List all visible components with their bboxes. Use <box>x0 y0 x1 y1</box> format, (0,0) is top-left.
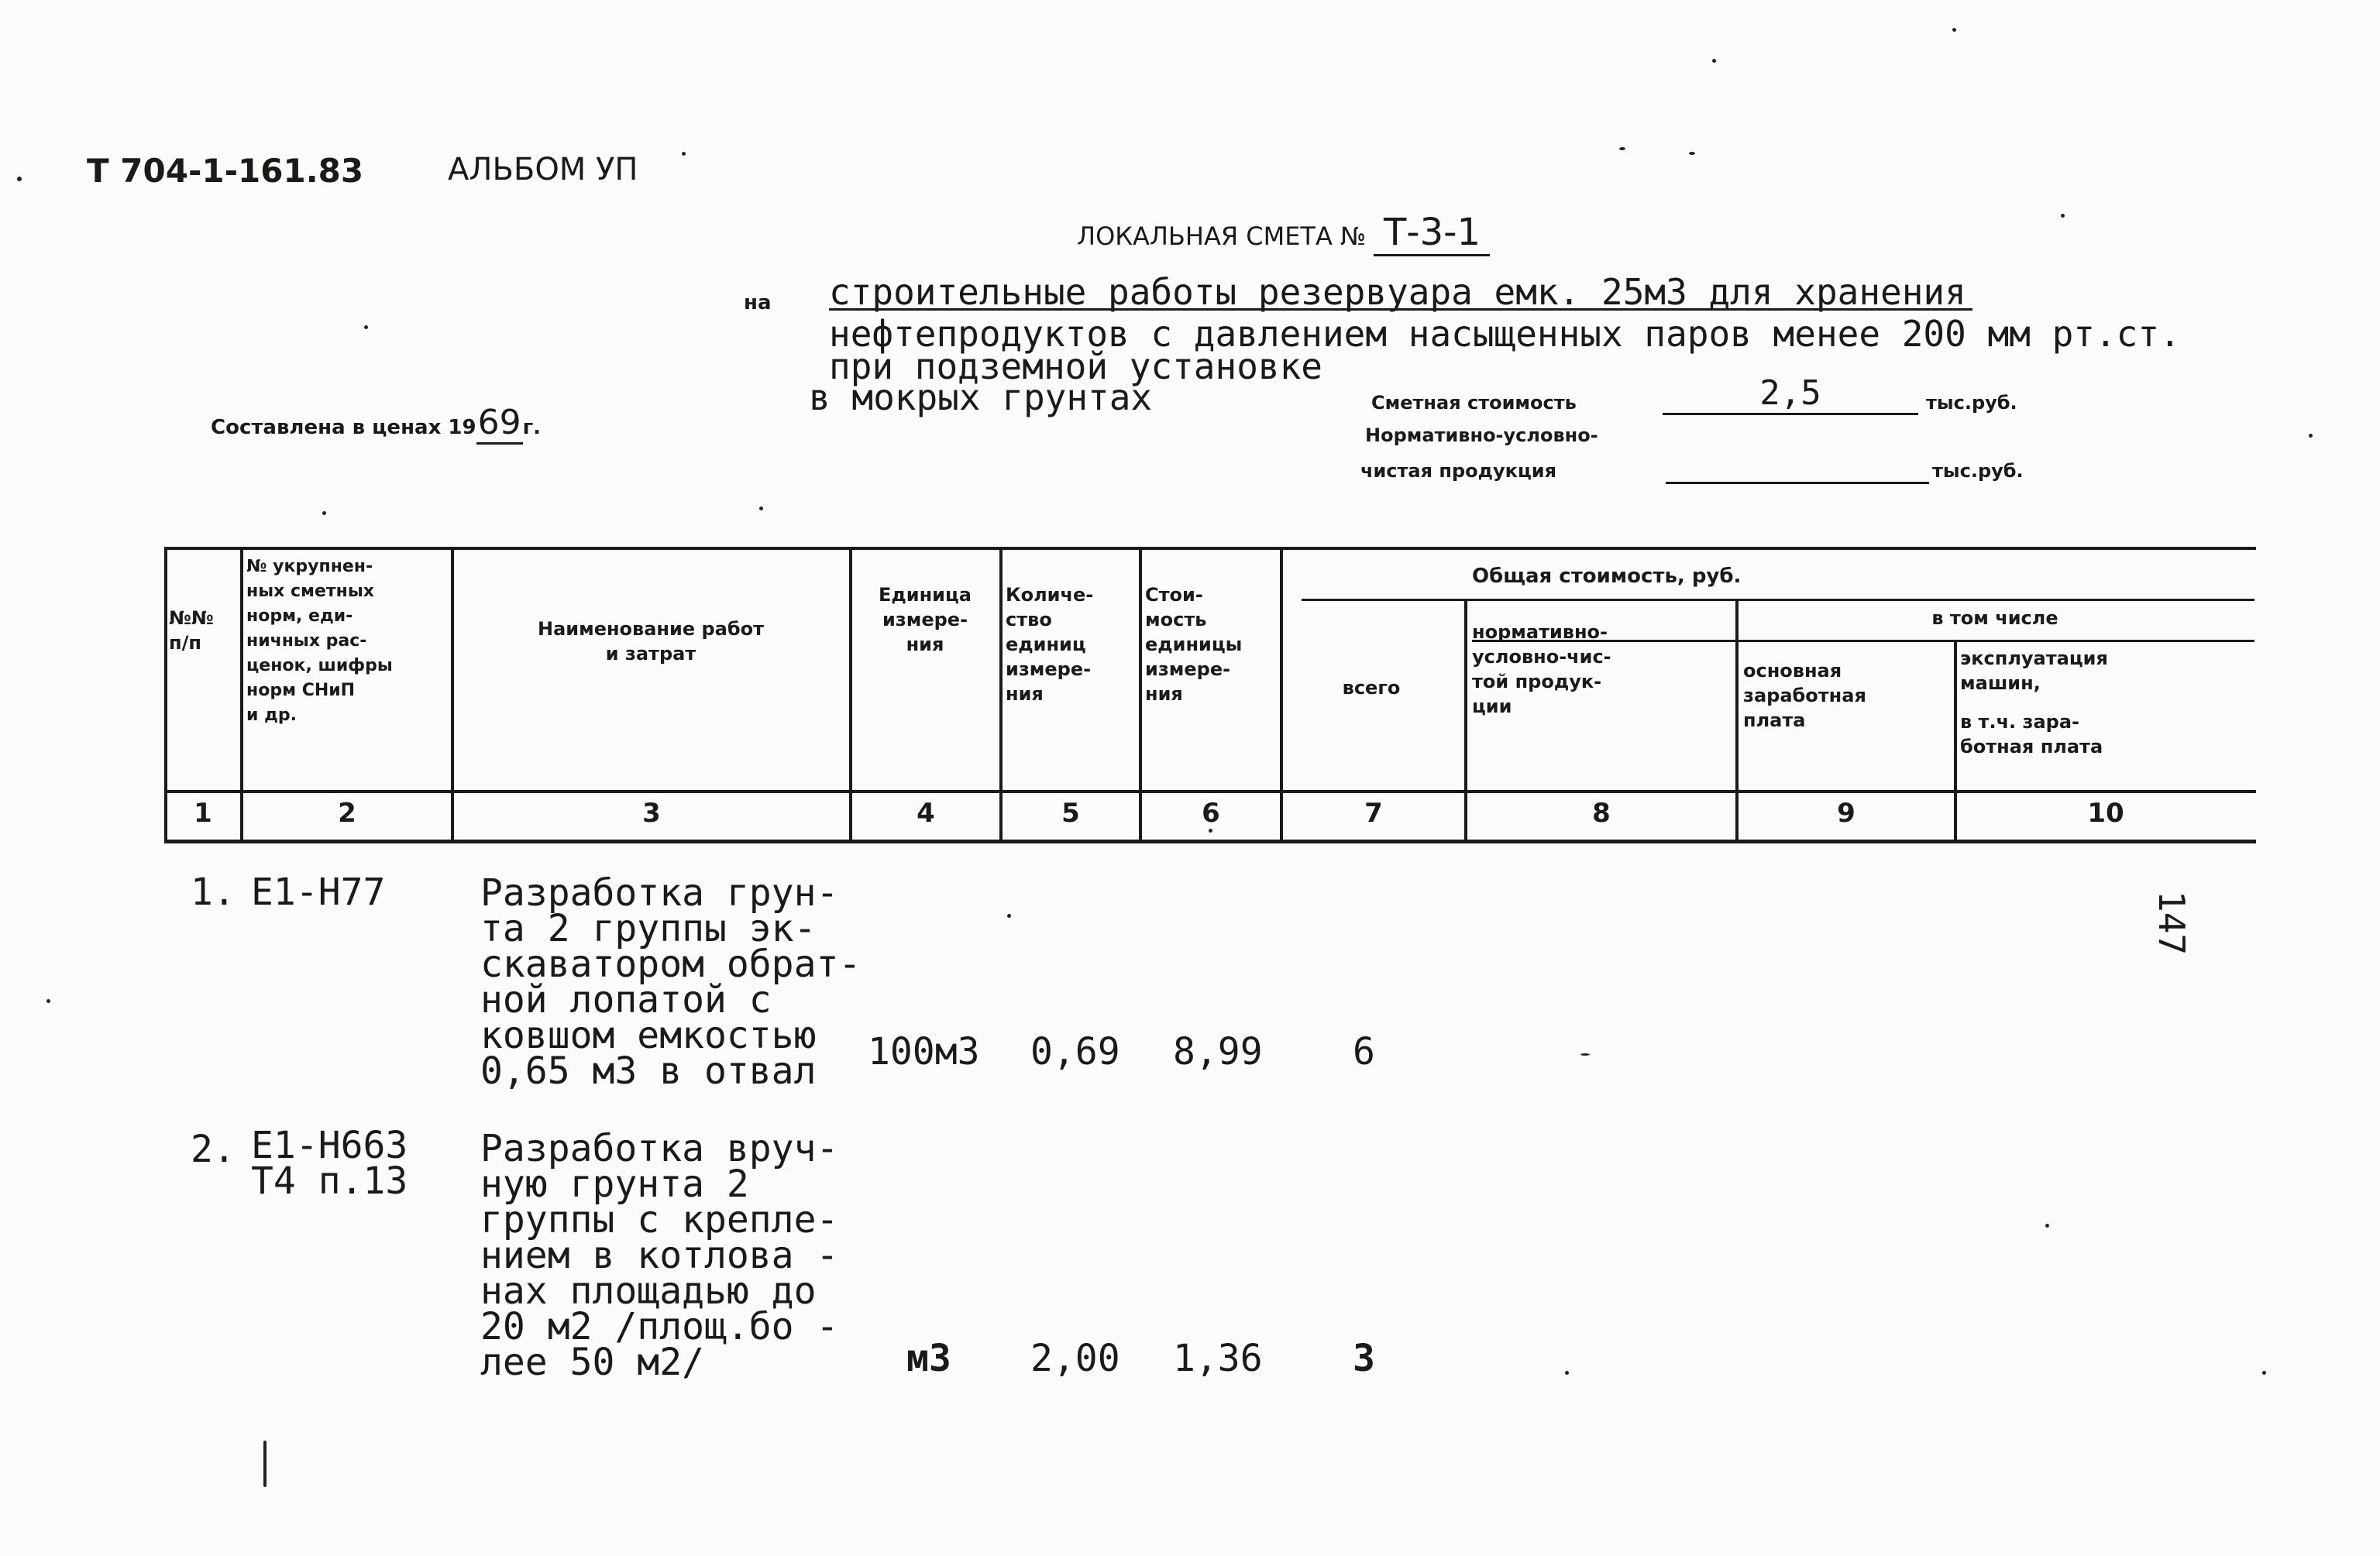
row-unit-cost: 1,36 <box>1173 1337 1263 1380</box>
row-number: 1. <box>191 871 236 914</box>
norm-label-2: чистая продукция <box>1360 460 1556 482</box>
col-number-2: 2 <box>338 798 356 829</box>
col-number-1: 1 <box>194 798 212 829</box>
row-total: 3 <box>1353 1337 1375 1380</box>
row-norm-code: Е1-Н663 Т4 п.13 <box>251 1124 408 1203</box>
row-quantity: 0,69 <box>1030 1030 1120 1073</box>
row-work-name: Разработка грун- та 2 группы эк- скаватором обрат- ной лопатой с ковшом емкостью 0,65 м3 в отвал <box>480 871 862 1093</box>
row-norm-code: Е1-Н77 <box>251 871 386 914</box>
cost-label: Сметная стоимость <box>1371 392 1577 414</box>
row-unit: 100м3 <box>868 1030 980 1073</box>
na-label: на <box>744 291 772 314</box>
col-number-10: 10 <box>2087 798 2124 829</box>
norm-value <box>1666 459 1929 484</box>
norm-label-1: Нормативно-условно- <box>1365 424 1598 446</box>
description-line-3: при подземной установке <box>829 345 1322 387</box>
description-line-1: строительные работы резервуара емк. 25м3 для хранения <box>829 276 1972 311</box>
col-header-num: №№ п/п <box>169 607 214 654</box>
row-unit-cost: 8,99 <box>1173 1030 1263 1073</box>
col-header-machines-salary: в т.ч. зара- ботная плата <box>1960 711 2103 757</box>
description-line-2: нефтепродуктов с давлением насыщенных паров менее 200 мм рт.ст. <box>829 313 2181 355</box>
prices-year: 69 <box>476 403 523 445</box>
col-header-qty: Количе- ство единиц измере- ния <box>1006 584 1094 705</box>
row-number: 2. <box>191 1128 236 1171</box>
row-quantity: 2,00 <box>1030 1337 1120 1380</box>
col-header-work-name: Наименование работ и затрат <box>537 618 764 665</box>
col-number-9: 9 <box>1837 798 1856 829</box>
page-number: 147 <box>2151 891 2193 956</box>
row-unit: м3 <box>906 1337 951 1380</box>
description-line-4: в мокрых грунтах <box>809 376 1153 418</box>
estimate-number: Т-3-1 <box>1374 211 1490 256</box>
row-total: 6 <box>1353 1030 1375 1073</box>
col-header-unit-cost: Стои- мость единицы измере- ния <box>1145 584 1243 705</box>
col-header-base-salary: основная заработная плата <box>1743 660 1866 731</box>
col-number-7: 7 <box>1364 798 1383 829</box>
cost-value: 2,5 <box>1663 373 1918 415</box>
col-number-6: 6 <box>1202 798 1220 829</box>
col-header-unit: Единица измере- ния <box>879 584 972 655</box>
col-header-nuchp: нормативно- условно-чис- той продук- ции <box>1472 621 1611 717</box>
col-number-8: 8 <box>1592 798 1611 829</box>
document-code: Т 704-1-161.83 <box>87 152 364 190</box>
prices-line: Составлена в ценах 1969г. <box>211 403 541 445</box>
col-header-incl-group: в том числе <box>1931 607 2058 629</box>
col-number-5: 5 <box>1061 798 1080 829</box>
col-header-total: всего <box>1342 677 1401 699</box>
estimate-title: ЛОКАЛЬНАЯ СМЕТА № Т-3-1 <box>1077 211 1490 256</box>
col-header-total-group: Общая стоимость, руб. <box>1472 565 1742 588</box>
col-header-machines: эксплуатация машин, <box>1960 647 2108 694</box>
album-label: АЛЬБОМ УП <box>448 152 638 187</box>
col-header-norm-code: № укрупнен- ных сметных норм, еди- ничных рас- ценок, шифры норм СНиП и др. <box>246 557 393 725</box>
norm-unit: тыс.руб. <box>1932 460 2024 482</box>
col-number-4: 4 <box>917 798 935 829</box>
col-number-3: 3 <box>642 798 661 829</box>
row-work-name: Разработка вруч- ную грунта 2 группы с крепле- нием в котлова - нах площадью до 20 м2 /площ.бо - лее 50 м2/ <box>480 1127 839 1384</box>
cost-unit: тыс.руб. <box>1926 392 2017 414</box>
